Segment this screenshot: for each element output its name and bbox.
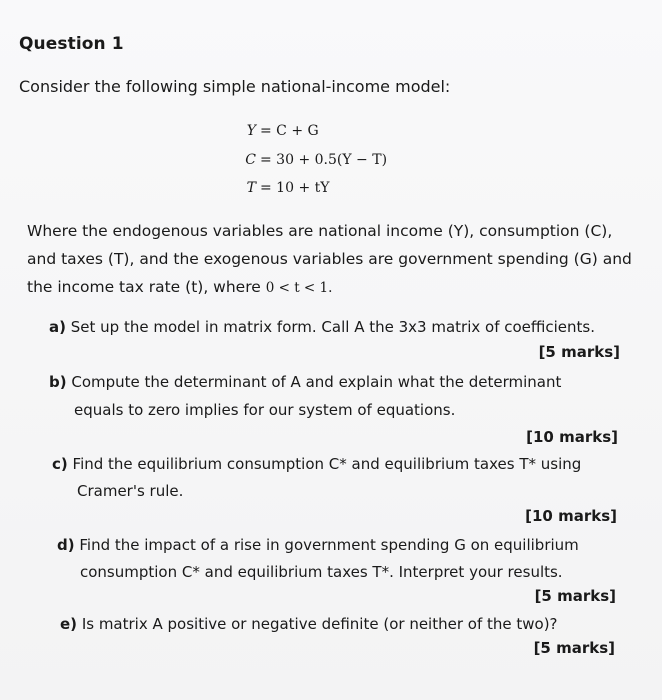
part-d-letter: d)	[57, 536, 75, 554]
equation-2-lhs: C	[245, 152, 256, 168]
part-b-text-2: equals to zero implies for our system of equations.	[74, 401, 456, 419]
part-c-marks: [10 marks]	[525, 507, 617, 525]
description-paragraph	[27, 217, 642, 302]
part-d-line-1	[57, 532, 579, 558]
equation-1-rhs: = C + G	[260, 123, 319, 139]
part-c-text-1: Find the equilibrium consumption C* and equilibrium taxes T* using	[72, 455, 582, 473]
equation-3-rhs: = 10 + tY	[260, 180, 330, 196]
part-d-marks: [5 marks]	[534, 587, 616, 605]
part-c-text-2: Cramer's rule.	[77, 482, 184, 500]
part-c-letter: c)	[52, 455, 68, 473]
part-a-letter: a)	[49, 318, 66, 336]
equation-2-rhs: = 30 + 0.5(Y − T)	[260, 152, 388, 168]
part-e-line-1	[60, 611, 558, 637]
part-c-line-1	[52, 451, 581, 477]
part-b-text-1: Compute the determinant of A and explain what the determinant	[71, 373, 562, 391]
part-b-letter: b)	[49, 373, 67, 391]
part-b-marks: [10 marks]	[526, 428, 618, 446]
part-e-text: Is matrix A positive or negative definite (or neither of the two)?	[81, 615, 558, 633]
part-a-line-1	[49, 314, 595, 340]
part-e-marks: [5 marks]	[533, 639, 615, 657]
equation-1-lhs: Y	[246, 123, 256, 139]
part-a-marks: [5 marks]	[538, 343, 620, 361]
equation-3-lhs: T	[246, 180, 256, 196]
intro-text: Consider the following simple national-income model:	[19, 77, 451, 96]
question-title: Question 1	[19, 34, 124, 54]
part-b-line-1	[49, 369, 561, 395]
part-d-text-2: consumption C* and equilibrium taxes T*. Interpret your results.	[80, 563, 563, 581]
part-d-text-1: Find the impact of a rise in government spending G on equilibrium	[79, 536, 579, 554]
part-a-text: Set up the model in matrix form. Call A the 3x3 matrix of coefficients.	[70, 318, 596, 336]
description-text: Where the endogenous variables are national income (Y), consumption (C), and taxes (T), and the exogenous variables are government spending (G) and the income tax rate (t), where	[27, 222, 632, 296]
part-e-letter: e)	[60, 615, 78, 633]
tax-rate-condition: 0 < t < 1.	[265, 280, 333, 296]
